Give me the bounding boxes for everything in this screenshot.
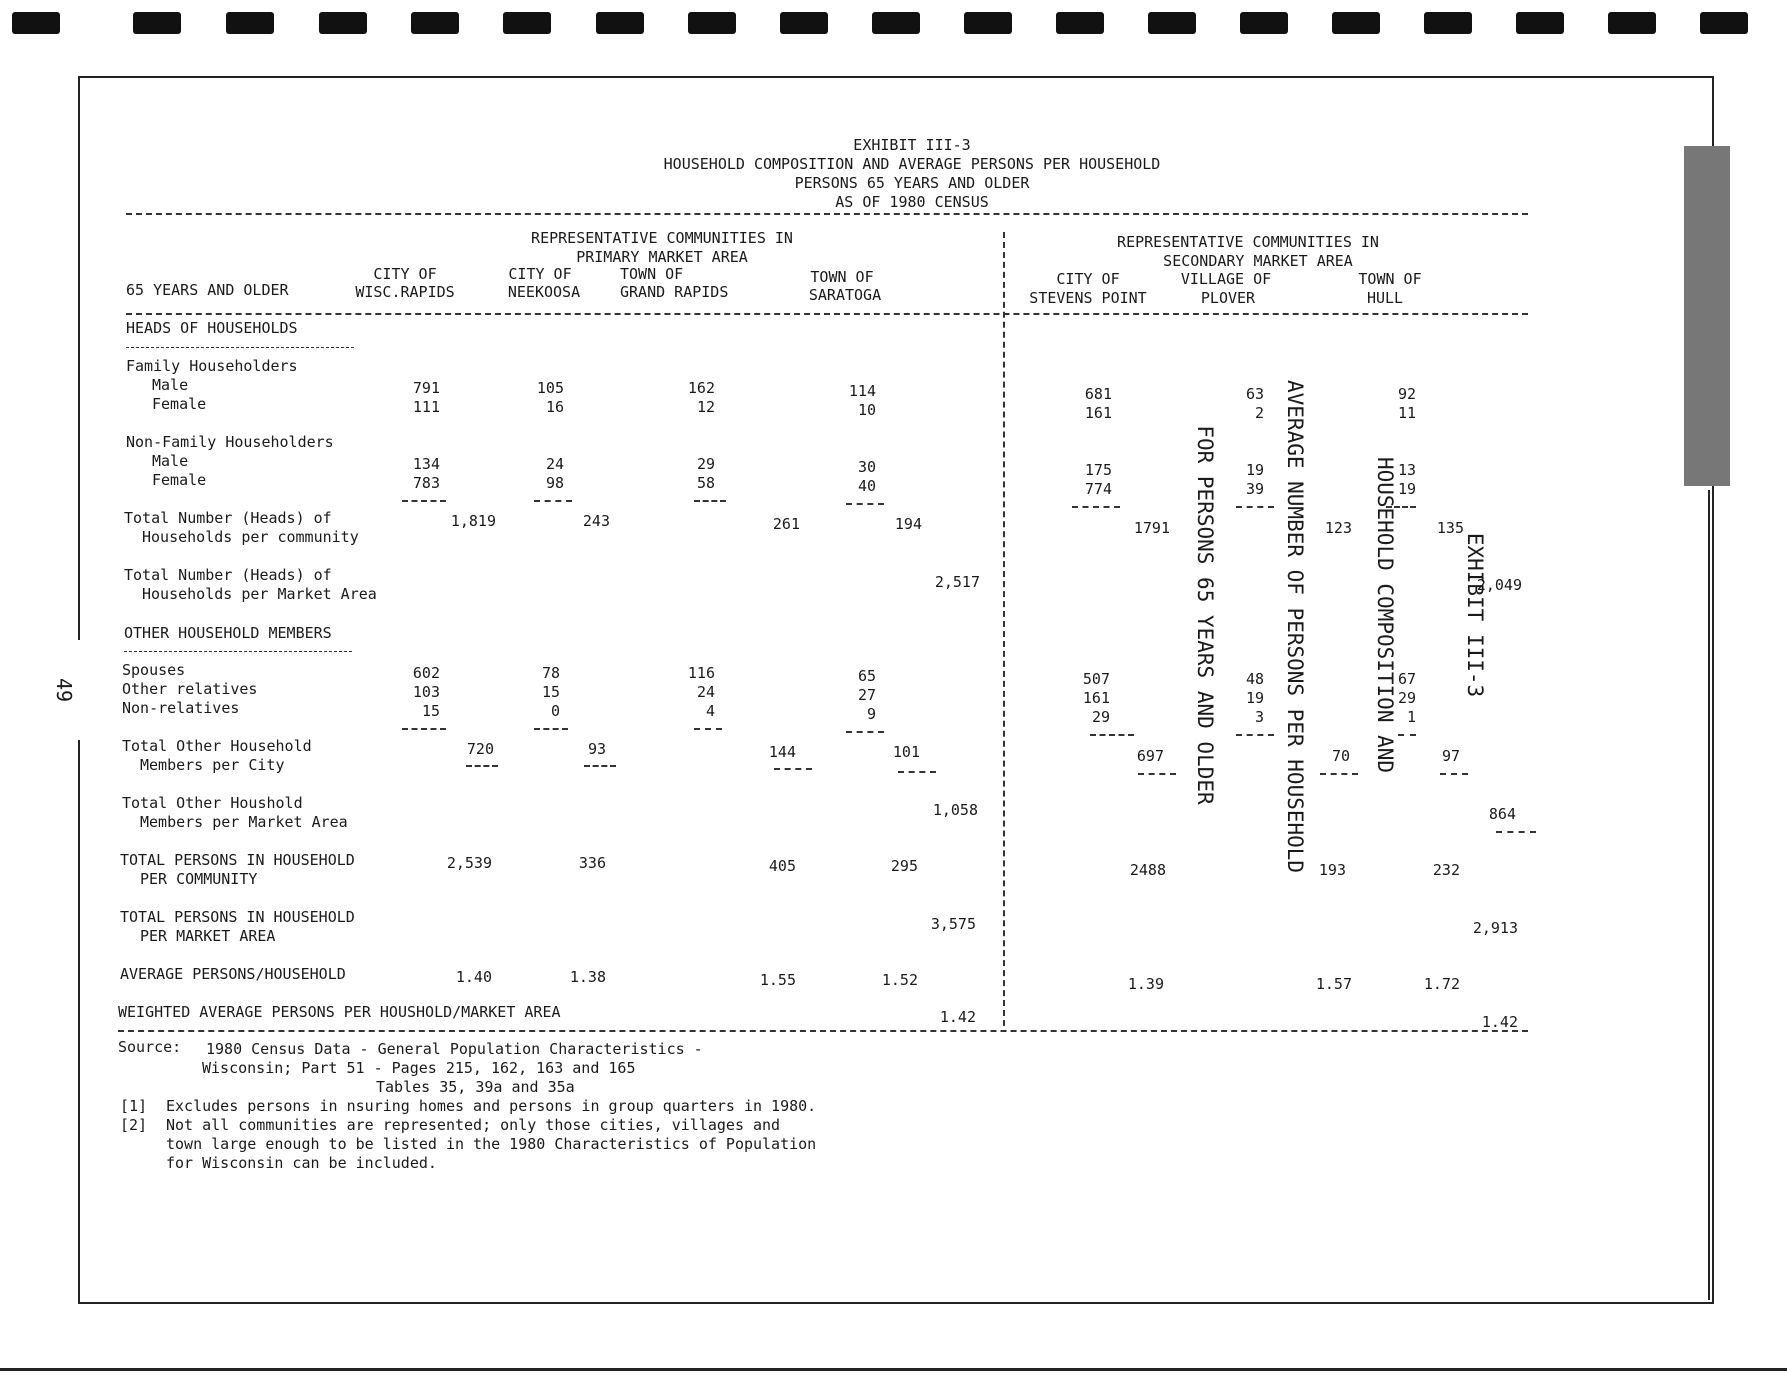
punch-hole xyxy=(411,12,459,34)
subtotal-rule xyxy=(534,500,572,502)
row-label: AVERAGE PERSONS/HOUSEHOLD xyxy=(120,965,346,983)
col-header: STEVENS POINT xyxy=(1029,289,1147,307)
cell-value: 78 xyxy=(541,664,560,682)
cell-value: 11 xyxy=(1397,404,1416,422)
cell-value: 39 xyxy=(1245,480,1264,498)
subtotal-rule xyxy=(1320,773,1358,775)
cell-value: 720 xyxy=(466,740,494,758)
cell-value: 405 xyxy=(768,857,796,875)
subtotal-rule xyxy=(1398,734,1416,736)
page-subtitle: PERSONS 65 YEARS AND OLDER xyxy=(794,174,1030,192)
cell-value: 1.72 xyxy=(1423,975,1460,993)
col-header: NEEKOOSA xyxy=(507,283,581,301)
cell-value: 19 xyxy=(1245,461,1264,479)
cell-value: 162 xyxy=(687,379,715,397)
footnote-text: town large enough to be listed in the 1980 Characteristics of Population xyxy=(166,1135,817,1153)
punch-hole xyxy=(319,12,367,34)
cell-value: 193 xyxy=(1318,861,1346,879)
subtotal-rule xyxy=(694,500,726,502)
page-number: 49 xyxy=(52,677,77,703)
punch-hole xyxy=(1332,12,1380,34)
subtotal-rule xyxy=(1138,773,1176,775)
cell-value: 1.42 xyxy=(939,1008,976,1026)
cell-value: 1.55 xyxy=(759,971,796,989)
cell-value: 774 xyxy=(1084,480,1112,498)
cell-value: 1.39 xyxy=(1127,975,1164,993)
cell-value: 243 xyxy=(582,512,610,530)
bottom-rule xyxy=(0,1368,1787,1371)
cell-value: 12 xyxy=(696,398,715,416)
row-label: Female xyxy=(152,395,207,413)
page-subtitle-date: AS OF 1980 CENSUS xyxy=(835,193,989,211)
cell-value: 864 xyxy=(1488,805,1516,823)
cell-value: 114 xyxy=(848,382,876,400)
row-label-heading: 65 YEARS AND OLDER xyxy=(126,281,289,299)
col-header: TOWN OF xyxy=(620,265,684,283)
row-label: TOTAL PERSONS IN HOUSEHOLD xyxy=(120,908,355,926)
punch-hole xyxy=(596,12,644,34)
cell-value: 63 xyxy=(1245,385,1264,403)
cell-value: 2,049 xyxy=(1476,576,1522,594)
cell-value: 1,819 xyxy=(450,512,496,530)
cell-value: 2,913 xyxy=(1472,919,1518,937)
cell-value: 295 xyxy=(890,857,918,875)
punch-hole xyxy=(1516,12,1564,34)
cell-value: 16 xyxy=(545,398,564,416)
cell-value: 97 xyxy=(1441,747,1460,765)
col-header: HULL xyxy=(1366,289,1404,307)
cell-value: 1.40 xyxy=(455,968,492,986)
col-header: CITY OF xyxy=(508,265,572,283)
vertical-title-line: HOUSEHOLD COMPOSITION AND xyxy=(1373,456,1397,774)
cell-value: 29 xyxy=(696,455,715,473)
subtotal-rule xyxy=(1072,506,1120,508)
exhibit-label: EXHIBIT III-3 xyxy=(853,136,971,154)
cell-value: 2,517 xyxy=(934,573,980,591)
row-label: Female xyxy=(152,471,207,489)
cell-value: 0 xyxy=(550,702,560,720)
cell-value: 27 xyxy=(857,686,876,704)
cell-value: 13 xyxy=(1397,461,1416,479)
punch-hole xyxy=(1700,12,1748,34)
punch-hole xyxy=(1608,12,1656,34)
rule-header xyxy=(126,313,1528,315)
subtotal-rule xyxy=(402,728,446,730)
subtotal-rule xyxy=(1386,506,1416,508)
cell-value: 103 xyxy=(412,683,440,701)
footnote-text: Excludes persons in nsuring homes and persons in group quarters in 1980. xyxy=(166,1097,817,1115)
primary-area-heading-2: PRIMARY MARKET AREA xyxy=(576,248,748,266)
cell-value: 92 xyxy=(1397,385,1416,403)
col-header: TOWN OF xyxy=(810,268,874,286)
subtotal-rule xyxy=(1496,831,1536,833)
punch-hole-strip xyxy=(0,12,1787,38)
col-header: WISC.RAPIDS xyxy=(355,283,455,301)
rule-top xyxy=(126,213,1528,215)
punch-hole xyxy=(226,12,274,34)
col-header: CITY OF xyxy=(373,265,437,283)
cell-value: 135 xyxy=(1436,519,1464,537)
cell-value: 336 xyxy=(578,854,606,872)
cell-value: 98 xyxy=(545,474,564,492)
cell-value: 134 xyxy=(412,455,440,473)
cell-value: 48 xyxy=(1245,670,1264,688)
row-label: Male xyxy=(152,452,189,470)
cell-value: 697 xyxy=(1136,747,1164,765)
section-heading: HEADS OF HOUSEHOLDS xyxy=(126,319,298,337)
footnote-marker: [1] xyxy=(120,1097,148,1115)
cell-value: 3,575 xyxy=(930,915,976,933)
primary-area-heading: REPRESENTATIVE COMMUNITIES IN xyxy=(531,229,793,247)
cell-value: 19 xyxy=(1245,689,1264,707)
col-header: SARATOGA xyxy=(808,286,882,304)
subtotal-rule xyxy=(534,728,568,730)
footnote-text: for Wisconsin can be included. xyxy=(166,1154,437,1172)
cell-value: 10 xyxy=(857,401,876,419)
section-heading: OTHER HOUSEHOLD MEMBERS xyxy=(124,624,332,642)
punch-hole xyxy=(1148,12,1196,34)
col-header: CITY OF xyxy=(1056,270,1120,288)
cell-value: 194 xyxy=(894,515,922,533)
subtotal-rule xyxy=(1236,734,1274,736)
cell-value: 1791 xyxy=(1133,519,1170,537)
row-label: Members per Market Area xyxy=(140,813,348,831)
cell-value: 9 xyxy=(866,705,876,723)
punch-hole xyxy=(780,12,828,34)
cell-value: 15 xyxy=(541,683,560,701)
cell-value: 1.57 xyxy=(1315,975,1352,993)
subtotal-rule xyxy=(774,768,812,770)
row-label: Non-relatives xyxy=(122,699,240,717)
cell-value: 24 xyxy=(696,683,715,701)
footnote-text: Not all communities are represented; only those cities, villages and xyxy=(166,1116,781,1134)
row-label: Total Other Household xyxy=(122,737,312,755)
vertical-title-line: FOR PERSONS 65 YEARS AND OLDER xyxy=(1193,425,1217,805)
cell-value: 123 xyxy=(1324,519,1352,537)
cell-value: 783 xyxy=(412,474,440,492)
vertical-title-line: AVERAGE NUMBER OF PERSONS PER HOUSEHOLD xyxy=(1283,380,1307,874)
cell-value: 175 xyxy=(1084,461,1112,479)
cell-value: 111 xyxy=(412,398,440,416)
row-label: Male xyxy=(152,376,189,394)
cell-value: 93 xyxy=(587,740,606,758)
source-label: Source: xyxy=(118,1038,182,1056)
cell-value: 4 xyxy=(705,702,715,720)
vertical-title-line: EXHIBIT III-3 xyxy=(1463,532,1487,698)
row-label: TOTAL PERSONS IN HOUSEHOLD xyxy=(120,851,355,869)
row-label: Total Number (Heads) of xyxy=(124,566,332,584)
subtotal-rule xyxy=(1236,506,1274,508)
cell-value: 2488 xyxy=(1129,861,1166,879)
row-label: PER MARKET AREA xyxy=(140,927,276,945)
source-text: Tables 35, 39a and 35a xyxy=(376,1078,575,1096)
row-label: Total Other Houshold xyxy=(122,794,303,812)
cell-value: 116 xyxy=(687,664,715,682)
cell-value: 161 xyxy=(1084,404,1112,422)
side-rule xyxy=(1708,490,1710,1300)
col-header: VILLAGE OF xyxy=(1180,270,1272,288)
row-label: Total Number (Heads) of xyxy=(124,509,332,527)
cell-value: 232 xyxy=(1432,861,1460,879)
col-header: TOWN OF xyxy=(1358,270,1422,288)
cell-value: 1.52 xyxy=(881,971,918,989)
cell-value: 1.42 xyxy=(1481,1013,1518,1031)
punch-hole xyxy=(688,12,736,34)
row-label: Households per Market Area xyxy=(142,585,377,603)
subtotal-rule xyxy=(694,728,722,730)
punch-hole xyxy=(503,12,551,34)
cell-value: 1.38 xyxy=(569,968,606,986)
cell-value: 29 xyxy=(1397,689,1416,707)
market-divider xyxy=(1003,232,1005,1026)
page-title: HOUSEHOLD COMPOSITION AND AVERAGE PERSONS PER HOUSEHOLD xyxy=(663,155,1161,173)
subtotal-rule xyxy=(402,500,446,502)
row-label: Spouses xyxy=(122,661,186,679)
punch-hole xyxy=(1056,12,1104,34)
cell-value: 19 xyxy=(1397,480,1416,498)
punch-hole xyxy=(872,12,920,34)
row-label: Non-Family Householders xyxy=(126,433,334,451)
source-text: Wisconsin; Part 51 - Pages 215, 162, 163 and 165 xyxy=(202,1059,636,1077)
subtotal-rule xyxy=(846,731,884,733)
cell-value: 602 xyxy=(412,664,440,682)
cell-value: 58 xyxy=(696,474,715,492)
cell-value: 30 xyxy=(857,458,876,476)
cell-value: 1,058 xyxy=(932,801,978,819)
punch-hole xyxy=(133,12,181,34)
col-header: GRAND RAPIDS xyxy=(620,283,729,301)
row-label: Family Householders xyxy=(126,357,298,375)
rule-bottom xyxy=(118,1030,1528,1032)
col-header: PLOVER xyxy=(1200,289,1256,307)
section-underline xyxy=(124,651,352,652)
subtotal-rule xyxy=(584,765,616,767)
punch-hole xyxy=(1240,12,1288,34)
row-label: WEIGHTED AVERAGE PERSONS PER HOUSHOLD/MARKET AREA xyxy=(118,1003,561,1021)
cell-value: 681 xyxy=(1084,385,1112,403)
section-underline xyxy=(126,347,354,348)
row-label: Households per community xyxy=(142,528,359,546)
cell-value: 261 xyxy=(772,515,800,533)
secondary-area-heading: REPRESENTATIVE COMMUNITIES IN xyxy=(1117,233,1379,251)
row-label: Other relatives xyxy=(122,680,258,698)
row-label: PER COMMUNITY xyxy=(140,870,258,888)
subtotal-rule xyxy=(1440,773,1468,775)
frame-gap xyxy=(78,640,80,740)
subtotal-rule xyxy=(846,503,884,505)
cell-value: 67 xyxy=(1397,670,1416,688)
cell-value: 24 xyxy=(545,455,564,473)
cell-value: 101 xyxy=(892,743,920,761)
cell-value: 144 xyxy=(768,743,796,761)
cell-value: 65 xyxy=(857,667,876,685)
punch-hole xyxy=(12,12,60,34)
subtotal-rule xyxy=(466,765,498,767)
footnote-marker: [2] xyxy=(120,1116,148,1134)
cell-value: 40 xyxy=(857,477,876,495)
cell-value: 2,539 xyxy=(446,854,492,872)
punch-hole xyxy=(1424,12,1472,34)
cell-value: 29 xyxy=(1091,708,1110,726)
cell-value: 2 xyxy=(1254,404,1264,422)
cell-value: 1 xyxy=(1406,708,1416,726)
cell-value: 70 xyxy=(1331,747,1350,765)
secondary-area-heading-2: SECONDARY MARKET AREA xyxy=(1163,252,1353,270)
cell-value: 791 xyxy=(412,379,440,397)
subtotal-rule xyxy=(898,771,936,773)
row-label: Members per City xyxy=(140,756,285,774)
cell-value: 161 xyxy=(1082,689,1110,707)
punch-hole xyxy=(964,12,1012,34)
cell-value: 507 xyxy=(1082,670,1110,688)
subtotal-rule xyxy=(1090,734,1134,736)
side-tab-block xyxy=(1684,146,1730,486)
cell-value: 15 xyxy=(421,702,440,720)
cell-value: 3 xyxy=(1254,708,1264,726)
cell-value: 105 xyxy=(536,379,564,397)
source-text: 1980 Census Data - General Population Characteristics - xyxy=(206,1040,703,1058)
